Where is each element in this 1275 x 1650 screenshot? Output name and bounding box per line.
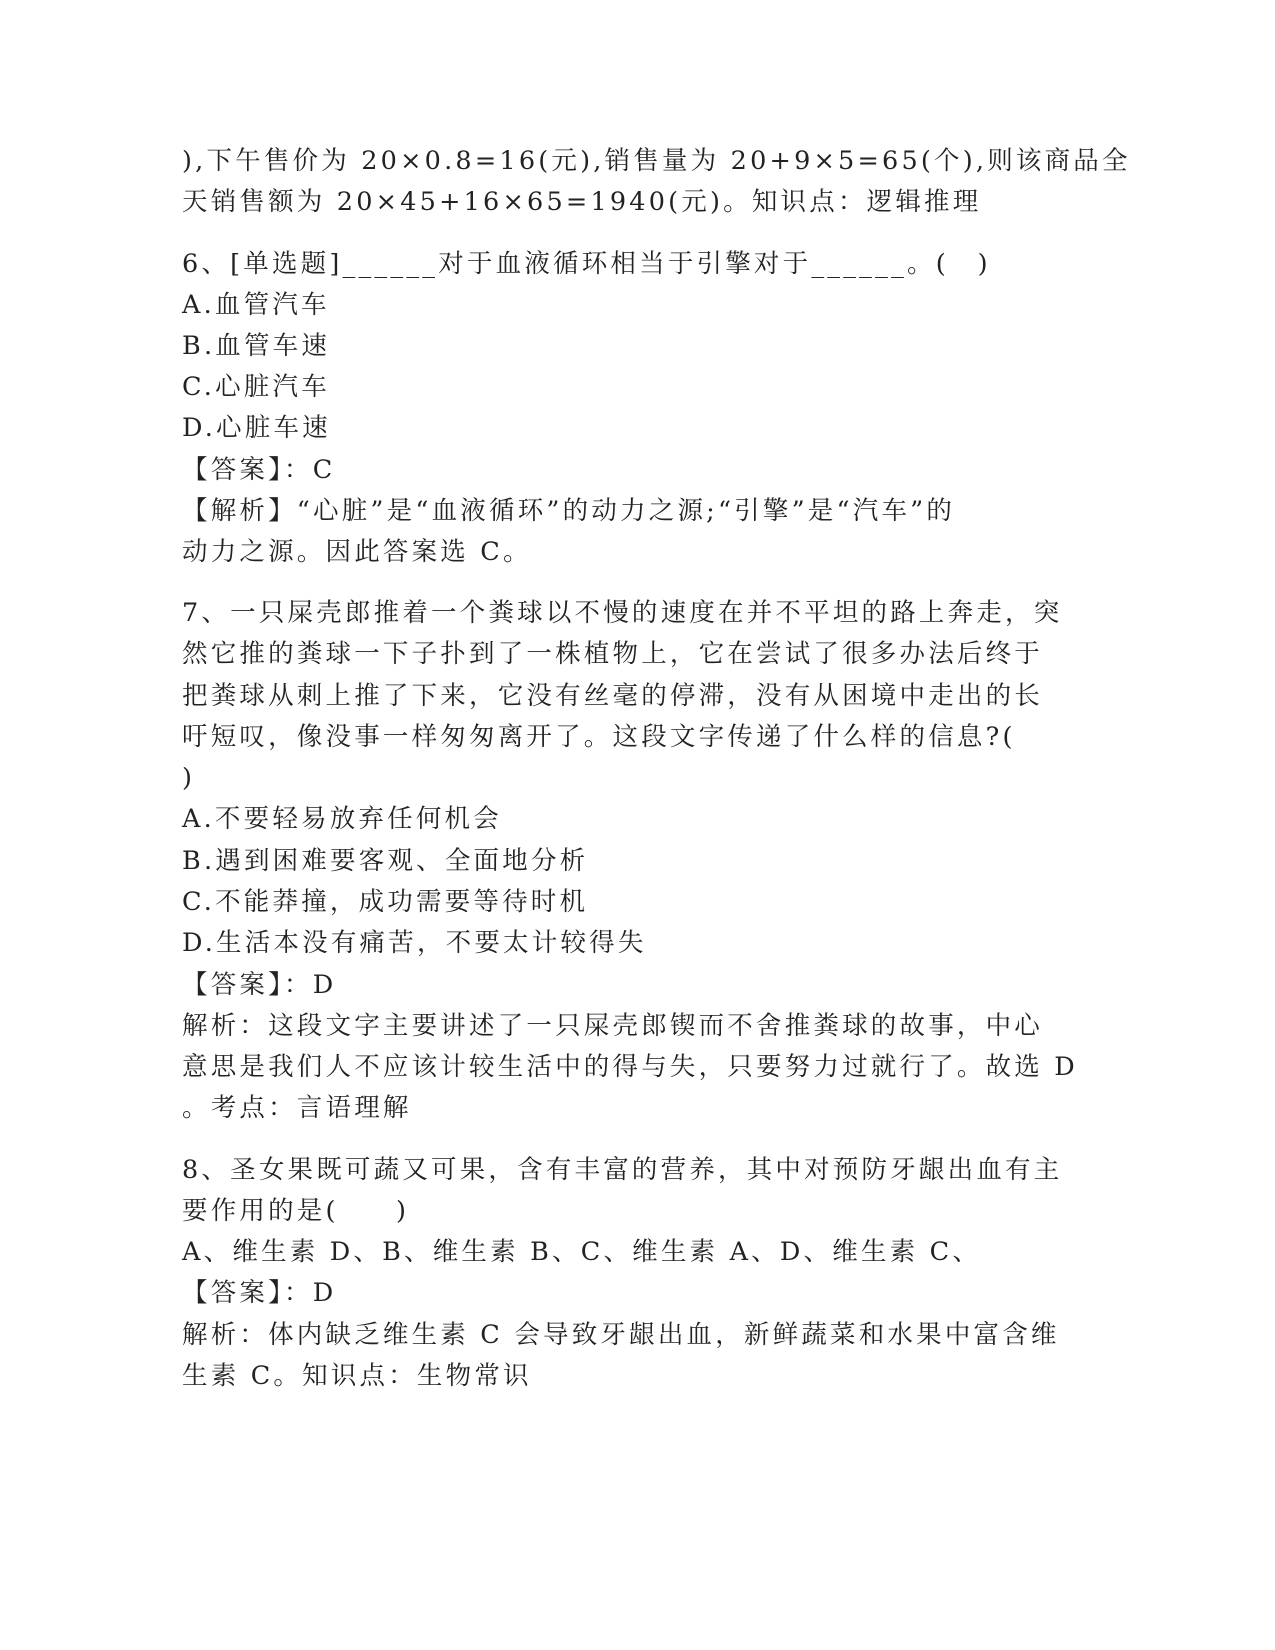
q7-option-b: B.遇到困难要客观、全面地分析 — [182, 846, 589, 876]
q6-question: 6、[单选题]______对于血液循环相当于引擎对于______。( ) — [182, 249, 991, 279]
q7-answer: 【答案】：D — [182, 970, 337, 1000]
q8-answer: 【答案】：D — [182, 1278, 337, 1308]
q6-explanation-line-2: 动力之源。因此答案选 C。 — [182, 537, 532, 567]
q5-explanation-line-2: 天销售额为 20×45+16×65=1940(元)。知识点：逻辑推理 — [182, 187, 982, 217]
q8-explanation-line-1: 解析：体内缺乏维生素 C 会导致牙龈出血，新鲜蔬菜和水果中富含维 — [182, 1320, 1060, 1350]
q7-option-c: C.不能莽撞，成功需要等待时机 — [182, 887, 589, 917]
q8-question-line-1: 8、圣女果既可蔬又可果，含有丰富的营养，其中对预防牙龈出血有主 — [182, 1155, 1063, 1185]
q6-explanation-line-1: 【解析】“心脏”是“血液循环”的动力之源;“引擎”是“汽车”的 — [182, 496, 956, 526]
q7-explanation-line-1: 解析：这段文字主要讲述了一只屎壳郎锲而不舍推粪球的故事，中心 — [182, 1011, 1044, 1041]
q6-option-a: A.血管汽车 — [182, 290, 330, 320]
q6-answer: 【答案】：C — [182, 455, 336, 485]
q7-question-line-4: 吁短叹，像没事一样匆匆离开了。这段文字传递了什么样的信息?( — [182, 722, 1016, 752]
q7-option-d: D.生活本没有痛苦，不要太计较得失 — [182, 928, 647, 958]
q6-option-b: B.血管车速 — [182, 331, 331, 361]
q8-explanation-line-2: 生素 C。知识点：生物常识 — [182, 1361, 532, 1391]
q7-question-line-2: 然它推的粪球一下子扑到了一株植物上，它在尝试了很多办法后终于 — [182, 639, 1044, 669]
q7-question-line-5: ) — [182, 763, 196, 793]
q7-option-a: A.不要轻易放弃任何机会 — [182, 804, 502, 834]
q8-question-line-2: 要作用的是( ) — [182, 1196, 410, 1226]
q6-option-c: C.心脏汽车 — [182, 372, 330, 402]
q7-explanation-line-2: 意思是我们人不应该计较生活中的得与失，只要努力过就行了。故选 D — [182, 1052, 1078, 1082]
q7-explanation-line-3: 。考点：言语理解 — [182, 1093, 412, 1123]
q6-option-d: D.心脏车速 — [182, 413, 331, 443]
q7-question-line-1: 7、一只屎壳郎推着一个粪球以不慢的速度在并不平坦的路上奔走，突 — [182, 598, 1063, 628]
q5-explanation-line-1: ),下午售价为 20×0.8=16(元),销售量为 20+9×5=65(个),则该商品全 — [182, 146, 1131, 176]
q8-options: A、维生素 D、B、维生素 B、C、维生素 A、D、维生素 C、 — [182, 1237, 982, 1267]
q7-question-line-3: 把粪球从刺上推了下来，它没有丝毫的停滞，没有从困境中走出的长 — [182, 681, 1044, 711]
